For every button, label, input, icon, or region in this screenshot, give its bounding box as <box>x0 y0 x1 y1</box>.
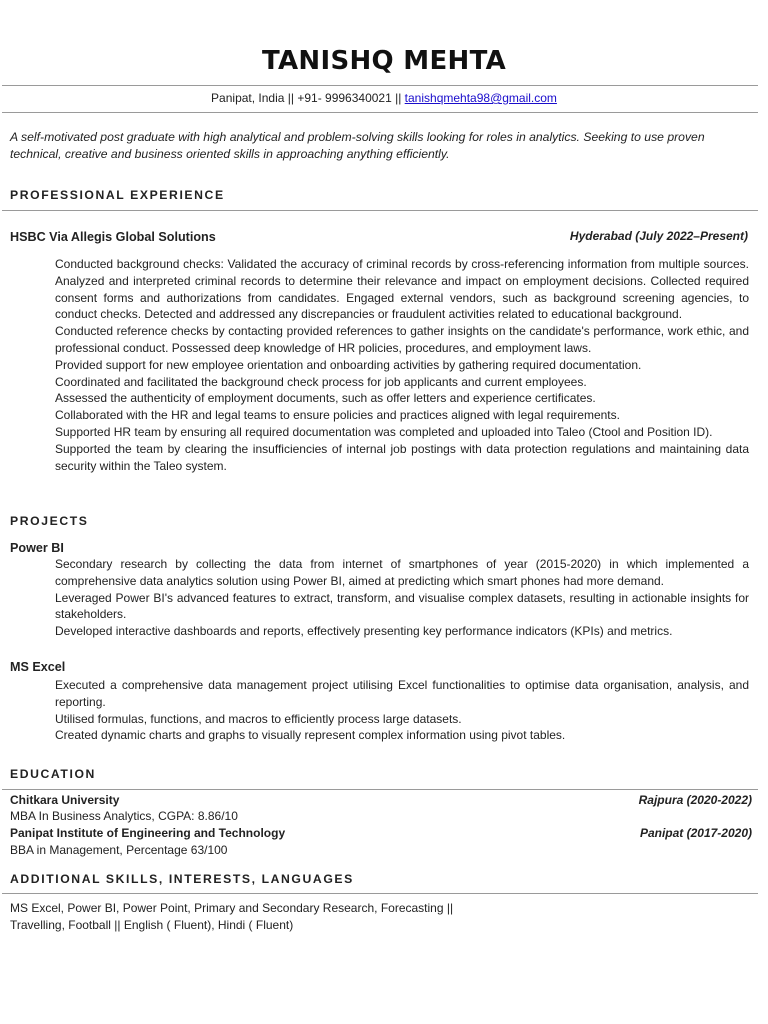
interests-languages-line: Travelling, Football || English ( Fluent), Hindi ( Fluent) <box>10 918 294 932</box>
project-bullets <box>55 556 749 640</box>
section-title-education: EDUCATION <box>10 767 96 781</box>
experience-bullet: Supported the team by clearing the insufficiencies of internal job postings with data protection regulations and maintaining data security within the Taleo system. <box>55 441 749 473</box>
education-school: Panipat Institute of Engineering and Technology <box>10 826 286 840</box>
project-bullets <box>55 677 749 744</box>
project-name: Power BI <box>10 541 64 555</box>
project-bullet: Secondary research by collecting the data from internet of smartphones of year (2015-2020) in which implemented a comprehensive data analytics solution using Power BI, aimed at predicting which smart phones had more demand. <box>55 557 749 588</box>
experience-location-dates: Hyderabad (July 2022–Present) <box>569 229 748 243</box>
contact-details: Panipat, India || +91- 9996340021 || <box>211 91 405 105</box>
contact-line <box>0 91 768 105</box>
skills-line: MS Excel, Power BI, Power Point, Primary and Secondary Research, Forecasting || <box>10 901 454 915</box>
experience-bullet: Provided support for new employee orientation and onboarding activities by gathering required documentation. <box>55 357 642 372</box>
experience-bullet: Assessed the authenticity of employment documents, such as offer letters and experience certificates. <box>55 391 596 406</box>
experience-bullet: Coordinated and facilitated the background check process for job applicants and current employees. <box>55 374 587 389</box>
candidate-name: TANISHQ MEHTA <box>261 46 507 76</box>
experience-bullet: Conducted reference checks by contacting provided references to gather insights on the candidate's performance, work ethic, and professional conduct. Possessed deep knowledge of HR policies, procedures, and employment laws. <box>55 324 749 355</box>
project-bullet: Executed a comprehensive data management project utilising Excel functionalities to optimise data organisation, analysis, and reporting. <box>55 678 749 709</box>
project-bullet: Developed interactive dashboards and reports, effectively presenting key performance indicators (KPIs) and metrics. <box>55 624 673 639</box>
additional-skills <box>10 900 453 934</box>
experience-bullet: Conducted background checks: Validated the accuracy of criminal records by cross-referencing information from multiple sources. Analyzed and interpreted criminal records to determine their relevance and impact on employment decisions. Collected required consent forms and authorizations from candidates. Engaged external vendors, such as background screening agencies, to conduct checks. Detected and addressed any discrepancies or fraudulent activities related to educational background. <box>55 257 749 322</box>
education-degree: BBA in Management, Percentage 63/100 <box>10 843 228 857</box>
education-location-dates: Panipat (2017-2020) <box>639 826 752 840</box>
project-bullet: Leveraged Power BI's advanced features to extract, transform, and visualise complex datasets, resulting in actionable insights for stakeholders. <box>55 590 749 622</box>
summary-text: A self-motivated post graduate with high analytical and problem-solving skills looking for roles in analytics. Seeking to use proven technical, creative and business oriented skills in approaching anything efficiently. <box>10 130 705 161</box>
project-name: MS Excel <box>10 660 66 674</box>
header-bottom-divider <box>2 112 758 113</box>
section-title-projects: PROJECTS <box>10 514 89 528</box>
additional-divider <box>2 893 758 894</box>
education-location-dates: Rajpura (2020-2022) <box>638 793 752 807</box>
section-title-experience: PROFESSIONAL EXPERIENCE <box>10 188 225 202</box>
experience-divider <box>2 210 758 211</box>
education-school: Chitkara University <box>10 793 120 807</box>
education-divider <box>2 789 758 790</box>
header-top-divider <box>2 85 758 86</box>
experience-bullets <box>55 256 749 474</box>
experience-bullet: Collaborated with the HR and legal teams to ensure policies and practices aligned with legal requirements. <box>55 408 620 423</box>
education-degree: MBA In Business Analytics, CGPA: 8.86/10 <box>10 809 238 823</box>
experience-bullet: Supported HR team by ensuring all required documentation was completed and uploaded into Taleo (Ctool and Position ID). <box>55 424 713 439</box>
email-link[interactable]: tanishqmehta98@gmail.com <box>404 91 557 105</box>
project-bullet: Utilised formulas, functions, and macros to efficiently process large datasets. <box>55 711 462 726</box>
project-bullet: Created dynamic charts and graphs to visually represent complex information using pivot tables. <box>55 728 566 743</box>
section-title-additional: ADDITIONAL SKILLS, INTERESTS, LANGUAGES <box>10 872 354 886</box>
experience-company: HSBC Via Allegis Global Solutions <box>10 230 216 244</box>
